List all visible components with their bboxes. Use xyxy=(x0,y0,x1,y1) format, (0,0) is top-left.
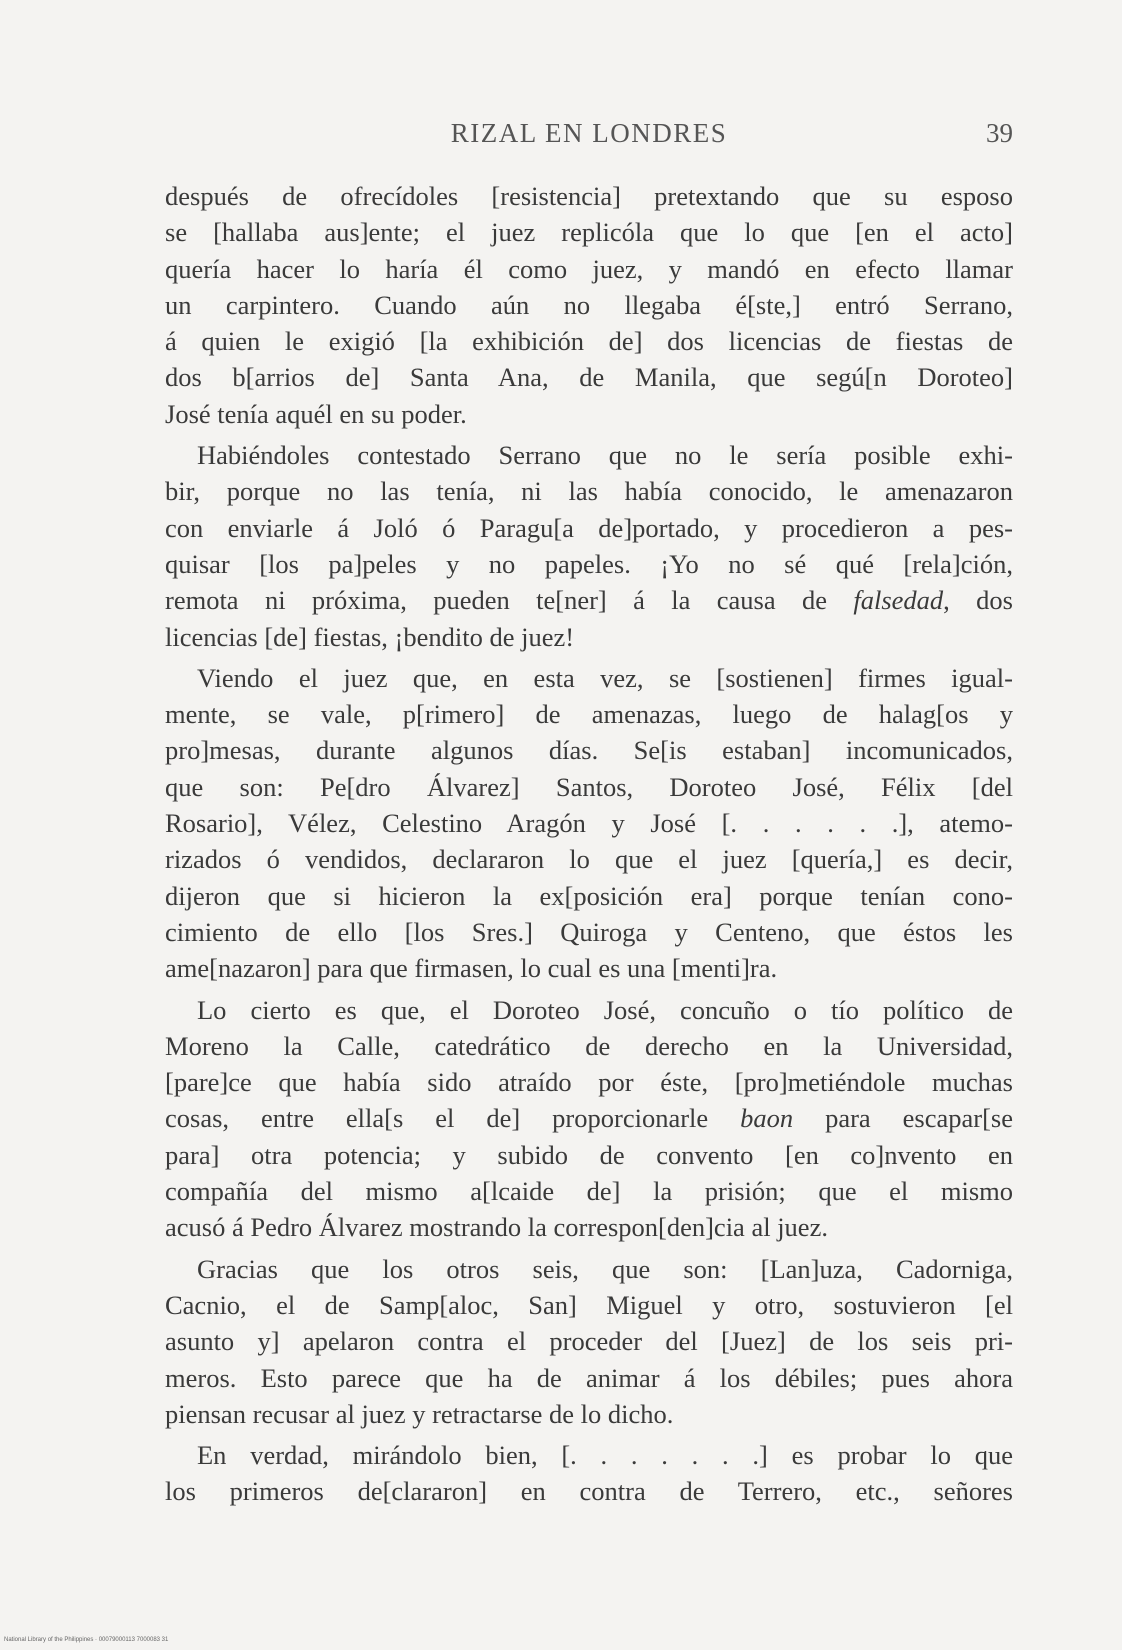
text-line: quería hacer lo haría él como juez, y mandó en efecto llamar xyxy=(165,253,1013,284)
text-line: con enviarle á Joló ó Paragu[a de]portado, y procedieron a pes- xyxy=(165,512,1013,543)
text-line: Rosario], Vélez, Celestino Aragón y José [. . . . . .], atemo- xyxy=(165,808,1013,839)
text-line: licencias [de] fiestas, ¡bendito de juez! xyxy=(165,621,575,652)
paragraph xyxy=(165,1251,1013,1432)
text-line: En verdad, mirándolo bien, [. . . . . . .] es probar lo que xyxy=(197,1440,1013,1471)
text-line: quisar [los pa]peles y no papeles. ¡Yo no sé qué [rela]ción, xyxy=(165,548,1013,579)
text-line: que son: Pe[dro Álvarez] Santos, Doroteo José, Félix [del xyxy=(165,771,1013,802)
text-line: compañía del mismo a[lcaide de] la prisión; que el mismo xyxy=(165,1176,1013,1207)
text-line: acusó á Pedro Álvarez mostrando la correspon[den]cia al juez. xyxy=(165,1212,828,1243)
text-line: á quien le exigió [la exhibición de] dos licencias de fiestas de xyxy=(165,326,1013,357)
text-line: después de ofrecídoles [resistencia] pretextando que su esposo xyxy=(165,181,1013,211)
running-head xyxy=(165,118,1013,158)
running-title: RIZAL EN LONDRES xyxy=(450,118,728,148)
paragraph xyxy=(165,437,1013,655)
text-line: cosas, entre ella[s el de] proporcionarle baon para escapar[se xyxy=(165,1103,1013,1134)
body-text xyxy=(165,178,1013,1510)
text-line: mente, se vale, p[rimero] de amenazas, luego de halag[os y xyxy=(165,699,1013,730)
paragraph xyxy=(165,992,1013,1246)
text-line: José tenía aquél en su poder. xyxy=(165,398,467,429)
text-line: Moreno la Calle, catedrático de derecho en la Universidad, xyxy=(165,1030,1013,1061)
text-line: Habiéndoles contestado Serrano que no le sería posible exhi- xyxy=(197,440,1013,471)
text-line: un carpintero. Cuando aún no llegaba é[ste,] entró Serrano, xyxy=(165,289,1013,320)
text-line: Gracias que los otros seis, que son: [Lan]uza, Cadorniga, xyxy=(197,1253,1013,1284)
text-line: asunto y] apelaron contra el proceder del [Juez] de los seis pri- xyxy=(165,1326,1013,1357)
text-line: meros. Esto parece que ha de animar á los débiles; pues ahora xyxy=(165,1362,1013,1393)
text-line: pro]mesas, durante algunos días. Se[is estaban] incomunicados, xyxy=(165,735,1013,766)
text-line: Lo cierto es que, el Doroteo José, concuño o tío político de xyxy=(197,994,1013,1025)
text-line: dijeron que si hicieron la ex[posición era] porque tenían cono- xyxy=(165,880,1013,911)
text-line: los primeros de[clararon] en contra de Terrero, etc., señores xyxy=(165,1476,1013,1507)
text-line: piensan recusar al juez y retractarse de lo dicho. xyxy=(165,1398,674,1429)
page-number: 39 xyxy=(986,118,1013,148)
text-line: ame[nazaron] para que firmasen, lo cual es una [menti]ra. xyxy=(165,953,778,984)
text-line: bir, porque no las tenía, ni las había conocido, le amenazaron xyxy=(165,476,1013,507)
scan-footer-note: National Library of the Philippines · 00079000113 7000083 31 xyxy=(4,1637,169,1643)
text-line: dos b[arrios de] Santa Ana, de Manila, que segú[n Doroteo] xyxy=(165,362,1013,393)
text-line: [pare]ce que había sido atraído por éste, [pro]metiéndole muchas xyxy=(165,1067,1013,1098)
text-line: Cacnio, el de Samp[aloc, San] Miguel y otro, sostuvieron [el xyxy=(165,1289,1013,1320)
text-line: se [hallaba aus]ente; el juez replicóla que lo que [en el acto] xyxy=(165,217,1013,248)
text-line: Viendo el juez que, en esta vez, se [sostienen] firmes igual- xyxy=(197,662,1013,693)
text-line: rizados ó vendidos, declararon lo que el juez [quería,] es decir, xyxy=(165,844,1013,875)
text-line: cimiento de ello [los Sres.] Quiroga y Centeno, que éstos les xyxy=(165,916,1013,947)
text-line: para] otra potencia; y subido de convento [en co]nvento en xyxy=(165,1139,1013,1170)
paragraph xyxy=(165,1437,1013,1510)
paragraph xyxy=(165,660,1013,987)
text-line: remota ni próxima, pueden te[ner] á la causa de falsedad, dos xyxy=(165,585,1013,616)
paragraph xyxy=(165,178,1013,432)
